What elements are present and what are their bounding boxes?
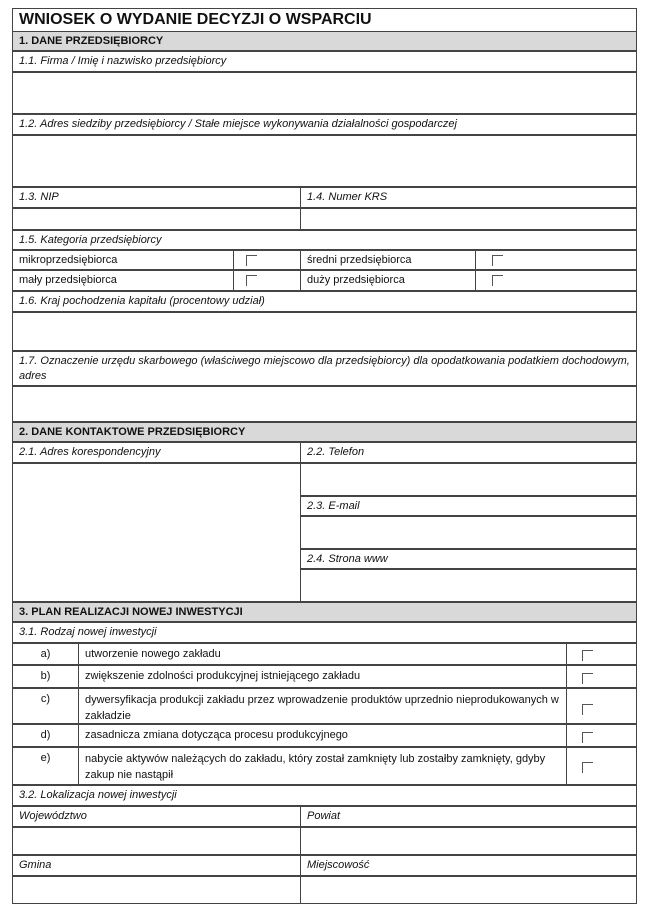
- option-b-text: zwiększenie zdolności produkcyjnej istniejącego zakładu: [78, 665, 567, 688]
- checkbox-icon[interactable]: [492, 275, 503, 286]
- kategoria-sredni-box[interactable]: [475, 250, 637, 270]
- option-d-text: zasadnicza zmiana dotycząca procesu produkcyjnego: [78, 724, 567, 747]
- option-b-letter: b): [12, 665, 79, 688]
- option-d-letter: d): [12, 724, 79, 747]
- option-c-text: dywersyfikacja produkcji zakładu przez wprowadzenie produktów uprzednio nieprodukowanych w zakładzie: [78, 688, 567, 724]
- option-c-box[interactable]: [566, 688, 637, 724]
- checkbox-icon[interactable]: [582, 704, 593, 715]
- krs-label: 1.4. Numer KRS: [300, 187, 637, 208]
- section-3-heading: 3. PLAN REALIZACJI NOWEJ INWESTYCJI: [12, 602, 637, 622]
- urzad-skarbowy-label: 1.7. Oznaczenie urzędu skarbowego (właściwego miejscowo dla przedsiębiorcy) dla opodatkowania podatkiem dochodowym, adres: [12, 351, 637, 386]
- www-label: 2.4. Strona www: [300, 549, 637, 569]
- email-field[interactable]: [300, 516, 637, 549]
- option-a-text: utworzenie nowego zakładu: [78, 643, 567, 665]
- adres-siedziby-field[interactable]: [12, 135, 637, 187]
- checkbox-icon[interactable]: [492, 255, 503, 266]
- miejscowosc-field[interactable]: [300, 876, 637, 904]
- option-b-box[interactable]: [566, 665, 637, 688]
- firma-label: 1.1. Firma / Imię i nazwisko przedsiębiorcy: [12, 51, 637, 72]
- adres-korespondencyjny-field[interactable]: [12, 463, 301, 602]
- checkbox-icon[interactable]: [246, 255, 257, 266]
- powiat-field[interactable]: [300, 827, 637, 855]
- lokalizacja-label: 3.2. Lokalizacja nowej inwestycji: [12, 785, 637, 806]
- checkbox-icon[interactable]: [582, 762, 593, 773]
- powiat-label: Powiat: [300, 806, 637, 827]
- kategoria-mikro-box[interactable]: [233, 250, 301, 270]
- email-label: 2.3. E-mail: [300, 496, 637, 516]
- form-title: WNIOSEK O WYDANIE DECYZJI O WSPARCIU: [19, 11, 372, 28]
- urzad-skarbowy-field[interactable]: [12, 386, 637, 422]
- telefon-field[interactable]: [300, 463, 637, 496]
- kraj-kapitalu-field[interactable]: [12, 312, 637, 351]
- kategoria-duzy-box[interactable]: [475, 270, 637, 291]
- adres-korespondencyjny-label: 2.1. Adres korespondencyjny: [12, 442, 301, 463]
- application-form: [12, 8, 637, 904]
- www-field[interactable]: [300, 569, 637, 602]
- option-e-letter: e): [12, 747, 79, 785]
- option-e-box[interactable]: [566, 747, 637, 785]
- rodzaj-inwestycji-label: 3.1. Rodzaj nowej inwestycji: [12, 622, 637, 643]
- kategoria-maly-box[interactable]: [233, 270, 301, 291]
- checkbox-icon[interactable]: [582, 650, 593, 661]
- gmina-label: Gmina: [12, 855, 301, 876]
- firma-field[interactable]: [12, 72, 637, 114]
- section-2-heading: 2. DANE KONTAKTOWE PRZEDSIĘBIORCY: [12, 422, 637, 442]
- telefon-label: 2.2. Telefon: [300, 442, 637, 463]
- checkbox-icon[interactable]: [582, 732, 593, 743]
- adres-siedziby-label: 1.2. Adres siedziby przedsiębiorcy / Stałe miejsce wykonywania działalności gospodarczej: [12, 114, 637, 135]
- section-1-heading: 1. DANE PRZEDSIĘBIORCY: [12, 31, 637, 51]
- wojewodztwo-field[interactable]: [12, 827, 301, 855]
- gmina-field[interactable]: [12, 876, 301, 904]
- kategoria-label: 1.5. Kategoria przedsiębiorcy: [12, 230, 637, 250]
- kategoria-mikro-label: mikroprzedsiębiorca: [12, 250, 234, 270]
- wojewodztwo-label: Województwo: [12, 806, 301, 827]
- checkbox-icon[interactable]: [582, 673, 593, 684]
- kategoria-duzy-label: duży przedsiębiorca: [300, 270, 476, 291]
- miejscowosc-label: Miejscowość: [300, 855, 637, 876]
- option-a-box[interactable]: [566, 643, 637, 665]
- nip-field[interactable]: [12, 208, 301, 230]
- kategoria-sredni-label: średni przedsiębiorca: [300, 250, 476, 270]
- option-d-box[interactable]: [566, 724, 637, 747]
- checkbox-icon[interactable]: [246, 275, 257, 286]
- option-a-letter: a): [12, 643, 79, 665]
- nip-label: 1.3. NIP: [12, 187, 301, 208]
- option-e-text: nabycie aktywów należących do zakładu, który został zamknięty lub zostałby zamknięty, gdyby zakup nie nastąpił: [78, 747, 567, 785]
- kraj-kapitalu-label: 1.6. Kraj pochodzenia kapitału (procentowy udział): [12, 291, 637, 312]
- kategoria-maly-label: mały przedsiębiorca: [12, 270, 234, 291]
- option-c-letter: c): [12, 688, 79, 724]
- krs-field[interactable]: [300, 208, 637, 230]
